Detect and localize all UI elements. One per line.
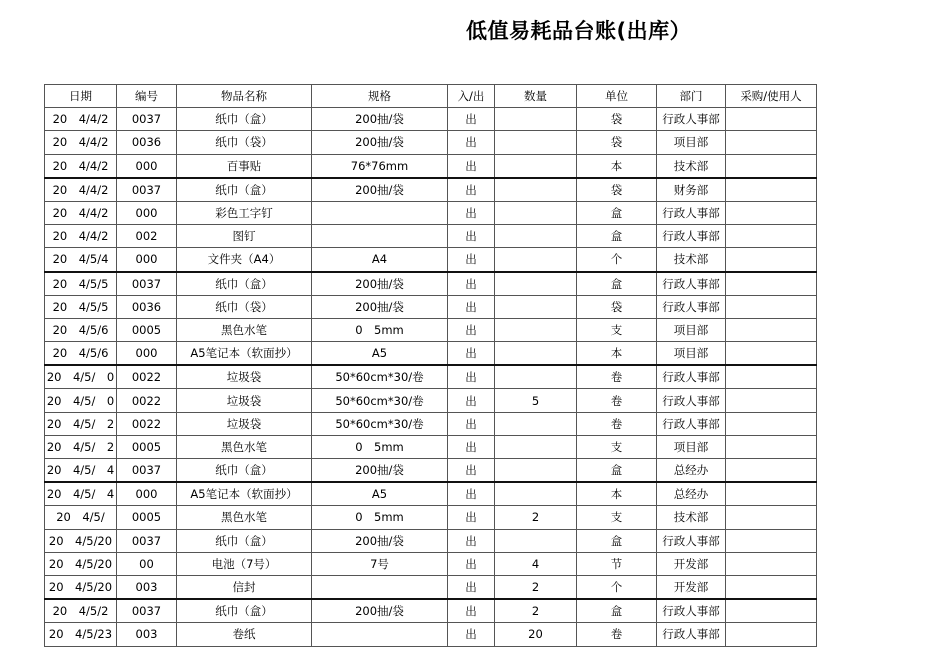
cell-unit: 袋: [577, 131, 657, 154]
col-header-io: 入/出: [448, 85, 495, 108]
cell-unit: 本: [577, 154, 657, 178]
cell-dept: 行政人事部: [657, 272, 726, 296]
cell-spec: 50*60cm*30/卷: [312, 365, 448, 389]
cell-name: 电池（7号）: [177, 552, 312, 575]
table-row: [45, 178, 817, 202]
cell-spec: A5: [312, 342, 448, 366]
cell-qty: [495, 225, 577, 248]
cell-qty: [495, 248, 577, 272]
cell-spec: 0 5mm: [312, 318, 448, 341]
cell-date: 20 4/5/: [45, 506, 117, 529]
cell-date: 20 4/5/20: [45, 575, 117, 599]
cell-user: [726, 435, 817, 458]
cell-name: 垃圾袋: [177, 389, 312, 412]
cell-name: 信封: [177, 575, 312, 599]
cell-unit: 盒: [577, 225, 657, 248]
cell-unit: 盒: [577, 459, 657, 483]
cell-qty: [495, 318, 577, 341]
cell-name: 黑色水笔: [177, 435, 312, 458]
table-row: [45, 342, 817, 366]
cell-io: 出: [448, 365, 495, 389]
table-row: [45, 295, 817, 318]
cell-date: 20 4/5/ 4: [45, 459, 117, 483]
cell-io: 出: [448, 131, 495, 154]
table-row: [45, 623, 817, 646]
cell-date: 20 4/5/23: [45, 623, 117, 646]
cell-io: 出: [448, 318, 495, 341]
cell-dept: 项目部: [657, 435, 726, 458]
cell-io: 出: [448, 295, 495, 318]
cell-io: 出: [448, 342, 495, 366]
table-row: [45, 108, 817, 131]
cell-date: 20 4/4/2: [45, 108, 117, 131]
cell-unit: 卷: [577, 389, 657, 412]
cell-dept: 总经办: [657, 459, 726, 483]
cell-name: 纸巾（盒）: [177, 529, 312, 552]
cell-dept: 开发部: [657, 575, 726, 599]
cell-date: 20 4/5/5: [45, 295, 117, 318]
cell-io: 出: [448, 412, 495, 435]
cell-dept: 行政人事部: [657, 389, 726, 412]
cell-spec: 200抽/袋: [312, 272, 448, 296]
cell-dept: 行政人事部: [657, 623, 726, 646]
cell-date: 20 4/5/5: [45, 272, 117, 296]
cell-name: 图钉: [177, 225, 312, 248]
cell-dept: 项目部: [657, 318, 726, 341]
cell-code: 000: [117, 248, 177, 272]
cell-user: [726, 272, 817, 296]
cell-unit: 支: [577, 506, 657, 529]
cell-user: [726, 552, 817, 575]
cell-spec: 50*60cm*30/卷: [312, 389, 448, 412]
cell-name: 彩色工字钉: [177, 201, 312, 224]
table-row: [45, 225, 817, 248]
cell-spec: 200抽/袋: [312, 599, 448, 623]
cell-date: 20 4/4/2: [45, 178, 117, 202]
cell-date: 20 4/4/2: [45, 225, 117, 248]
col-header-code: 编号: [117, 85, 177, 108]
cell-spec: 200抽/袋: [312, 131, 448, 154]
cell-qty: [495, 435, 577, 458]
cell-spec: [312, 575, 448, 599]
cell-io: 出: [448, 154, 495, 178]
cell-name: 纸巾（盒）: [177, 178, 312, 202]
cell-dept: 行政人事部: [657, 365, 726, 389]
cell-date: 20 4/5/6: [45, 342, 117, 366]
cell-qty: 20: [495, 623, 577, 646]
cell-spec: 200抽/袋: [312, 295, 448, 318]
col-header-spec: 规格: [312, 85, 448, 108]
cell-io: 出: [448, 178, 495, 202]
cell-code: 000: [117, 482, 177, 506]
cell-code: 0005: [117, 506, 177, 529]
table-row: [45, 529, 817, 552]
cell-io: 出: [448, 225, 495, 248]
cell-spec: [312, 201, 448, 224]
cell-user: [726, 248, 817, 272]
cell-dept: 行政人事部: [657, 108, 726, 131]
cell-unit: 卷: [577, 412, 657, 435]
cell-qty: [495, 365, 577, 389]
cell-name: 卷纸: [177, 623, 312, 646]
cell-qty: [495, 295, 577, 318]
cell-io: 出: [448, 623, 495, 646]
table-row: [45, 365, 817, 389]
cell-qty: 2: [495, 599, 577, 623]
cell-code: 003: [117, 575, 177, 599]
cell-dept: 技术部: [657, 248, 726, 272]
cell-unit: 个: [577, 575, 657, 599]
cell-name: 纸巾（盒）: [177, 272, 312, 296]
cell-user: [726, 412, 817, 435]
cell-date: 20 4/5/ 0: [45, 365, 117, 389]
cell-name: A5笔记本（软面抄）: [177, 342, 312, 366]
cell-dept: 行政人事部: [657, 225, 726, 248]
cell-io: 出: [448, 435, 495, 458]
cell-spec: 76*76mm: [312, 154, 448, 178]
cell-unit: 卷: [577, 623, 657, 646]
cell-date: 20 4/4/2: [45, 154, 117, 178]
table-row: [45, 506, 817, 529]
cell-user: [726, 365, 817, 389]
cell-io: 出: [448, 506, 495, 529]
cell-code: 0022: [117, 389, 177, 412]
cell-io: 出: [448, 389, 495, 412]
cell-user: [726, 225, 817, 248]
cell-name: 垃圾袋: [177, 365, 312, 389]
cell-unit: 本: [577, 482, 657, 506]
table-row: [45, 272, 817, 296]
table-row: [45, 435, 817, 458]
cell-code: 0037: [117, 459, 177, 483]
header-row: [45, 85, 817, 108]
cell-qty: [495, 342, 577, 366]
cell-unit: 节: [577, 552, 657, 575]
cell-name: 纸巾（袋）: [177, 295, 312, 318]
cell-io: 出: [448, 272, 495, 296]
table-row: [45, 131, 817, 154]
cell-name: 纸巾（盒）: [177, 108, 312, 131]
cell-code: 0037: [117, 108, 177, 131]
cell-user: [726, 482, 817, 506]
table-row: [45, 575, 817, 599]
col-header-date: 日期: [45, 85, 117, 108]
cell-user: [726, 599, 817, 623]
cell-date: 20 4/5/6: [45, 318, 117, 341]
cell-code: 0022: [117, 365, 177, 389]
cell-user: [726, 154, 817, 178]
ledger-body: [45, 108, 817, 646]
cell-dept: 总经办: [657, 482, 726, 506]
cell-qty: 5: [495, 389, 577, 412]
cell-spec: 200抽/袋: [312, 529, 448, 552]
table-row: [45, 459, 817, 483]
cell-user: [726, 459, 817, 483]
table-row: [45, 248, 817, 272]
cell-name: 百事贴: [177, 154, 312, 178]
cell-user: [726, 178, 817, 202]
table-row: [45, 552, 817, 575]
cell-name: A5笔记本（软面抄）: [177, 482, 312, 506]
cell-io: 出: [448, 552, 495, 575]
col-header-qty: 数量: [495, 85, 577, 108]
cell-unit: 支: [577, 318, 657, 341]
cell-unit: 盒: [577, 599, 657, 623]
cell-date: 20 4/5/20: [45, 529, 117, 552]
cell-unit: 盒: [577, 272, 657, 296]
cell-user: [726, 201, 817, 224]
cell-code: 0036: [117, 131, 177, 154]
cell-user: [726, 108, 817, 131]
cell-date: 20 4/5/4: [45, 248, 117, 272]
cell-spec: 200抽/袋: [312, 108, 448, 131]
cell-name: 文件夹（A4）: [177, 248, 312, 272]
cell-io: 出: [448, 108, 495, 131]
cell-io: 出: [448, 201, 495, 224]
cell-user: [726, 131, 817, 154]
cell-user: [726, 342, 817, 366]
cell-qty: [495, 131, 577, 154]
cell-unit: 本: [577, 342, 657, 366]
table-row: [45, 318, 817, 341]
cell-date: 20 4/4/2: [45, 201, 117, 224]
cell-name: 纸巾（盒）: [177, 459, 312, 483]
cell-code: 000: [117, 342, 177, 366]
cell-unit: 支: [577, 435, 657, 458]
cell-spec: 200抽/袋: [312, 178, 448, 202]
cell-spec: 50*60cm*30/卷: [312, 412, 448, 435]
cell-user: [726, 575, 817, 599]
cell-spec: A5: [312, 482, 448, 506]
cell-code: 000: [117, 154, 177, 178]
cell-spec: [312, 623, 448, 646]
cell-spec: [312, 225, 448, 248]
cell-qty: 2: [495, 506, 577, 529]
page-title: 低值易耗品台账(出库）: [466, 19, 692, 43]
cell-dept: 行政人事部: [657, 599, 726, 623]
cell-user: [726, 295, 817, 318]
cell-qty: 4: [495, 552, 577, 575]
cell-spec: 0 5mm: [312, 506, 448, 529]
table-row: [45, 389, 817, 412]
cell-user: [726, 389, 817, 412]
cell-name: 黑色水笔: [177, 506, 312, 529]
cell-name: 纸巾（盒）: [177, 599, 312, 623]
cell-dept: 项目部: [657, 342, 726, 366]
cell-dept: 行政人事部: [657, 529, 726, 552]
cell-unit: 个: [577, 248, 657, 272]
cell-date: 20 4/5/2: [45, 599, 117, 623]
cell-code: 000: [117, 201, 177, 224]
cell-code: 0022: [117, 412, 177, 435]
table-row: [45, 201, 817, 224]
table-row: [45, 412, 817, 435]
cell-code: 0037: [117, 529, 177, 552]
cell-qty: [495, 108, 577, 131]
cell-qty: [495, 459, 577, 483]
cell-code: 0005: [117, 318, 177, 341]
col-header-name: 物品名称: [177, 85, 312, 108]
cell-spec: 7号: [312, 552, 448, 575]
cell-unit: 盒: [577, 529, 657, 552]
cell-dept: 财务部: [657, 178, 726, 202]
cell-dept: 技术部: [657, 154, 726, 178]
cell-code: 0037: [117, 272, 177, 296]
cell-dept: 行政人事部: [657, 201, 726, 224]
cell-code: 0037: [117, 599, 177, 623]
cell-user: [726, 318, 817, 341]
cell-qty: [495, 201, 577, 224]
cell-code: 00: [117, 552, 177, 575]
table-row: [45, 154, 817, 178]
cell-dept: 行政人事部: [657, 412, 726, 435]
col-header-user: 采购/使用人: [726, 85, 817, 108]
cell-dept: 开发部: [657, 552, 726, 575]
cell-io: 出: [448, 459, 495, 483]
cell-qty: [495, 178, 577, 202]
cell-qty: [495, 412, 577, 435]
cell-io: 出: [448, 482, 495, 506]
ledger-table: [44, 84, 817, 647]
cell-date: 20 4/5/20: [45, 552, 117, 575]
cell-qty: [495, 529, 577, 552]
cell-dept: 行政人事部: [657, 295, 726, 318]
cell-user: [726, 506, 817, 529]
cell-unit: 袋: [577, 108, 657, 131]
cell-user: [726, 529, 817, 552]
cell-qty: [495, 482, 577, 506]
cell-code: 0036: [117, 295, 177, 318]
cell-dept: 项目部: [657, 131, 726, 154]
cell-name: 垃圾袋: [177, 412, 312, 435]
cell-code: 0037: [117, 178, 177, 202]
cell-date: 20 4/4/2: [45, 131, 117, 154]
cell-qty: 2: [495, 575, 577, 599]
cell-spec: 200抽/袋: [312, 459, 448, 483]
col-header-unit: 单位: [577, 85, 657, 108]
cell-date: 20 4/5/ 2: [45, 412, 117, 435]
cell-code: 0005: [117, 435, 177, 458]
table-row: [45, 599, 817, 623]
cell-unit: 卷: [577, 365, 657, 389]
cell-date: 20 4/5/ 2: [45, 435, 117, 458]
cell-qty: [495, 154, 577, 178]
cell-code: 002: [117, 225, 177, 248]
cell-code: 003: [117, 623, 177, 646]
cell-user: [726, 623, 817, 646]
cell-name: 纸巾（袋）: [177, 131, 312, 154]
cell-io: 出: [448, 529, 495, 552]
table-row: [45, 482, 817, 506]
cell-io: 出: [448, 599, 495, 623]
cell-name: 黑色水笔: [177, 318, 312, 341]
cell-unit: 袋: [577, 178, 657, 202]
cell-io: 出: [448, 575, 495, 599]
cell-qty: [495, 272, 577, 296]
cell-io: 出: [448, 248, 495, 272]
cell-unit: 袋: [577, 295, 657, 318]
cell-spec: 0 5mm: [312, 435, 448, 458]
cell-date: 20 4/5/ 0: [45, 389, 117, 412]
col-header-dept: 部门: [657, 85, 726, 108]
cell-date: 20 4/5/ 4: [45, 482, 117, 506]
cell-dept: 技术部: [657, 506, 726, 529]
cell-unit: 盒: [577, 201, 657, 224]
cell-spec: A4: [312, 248, 448, 272]
